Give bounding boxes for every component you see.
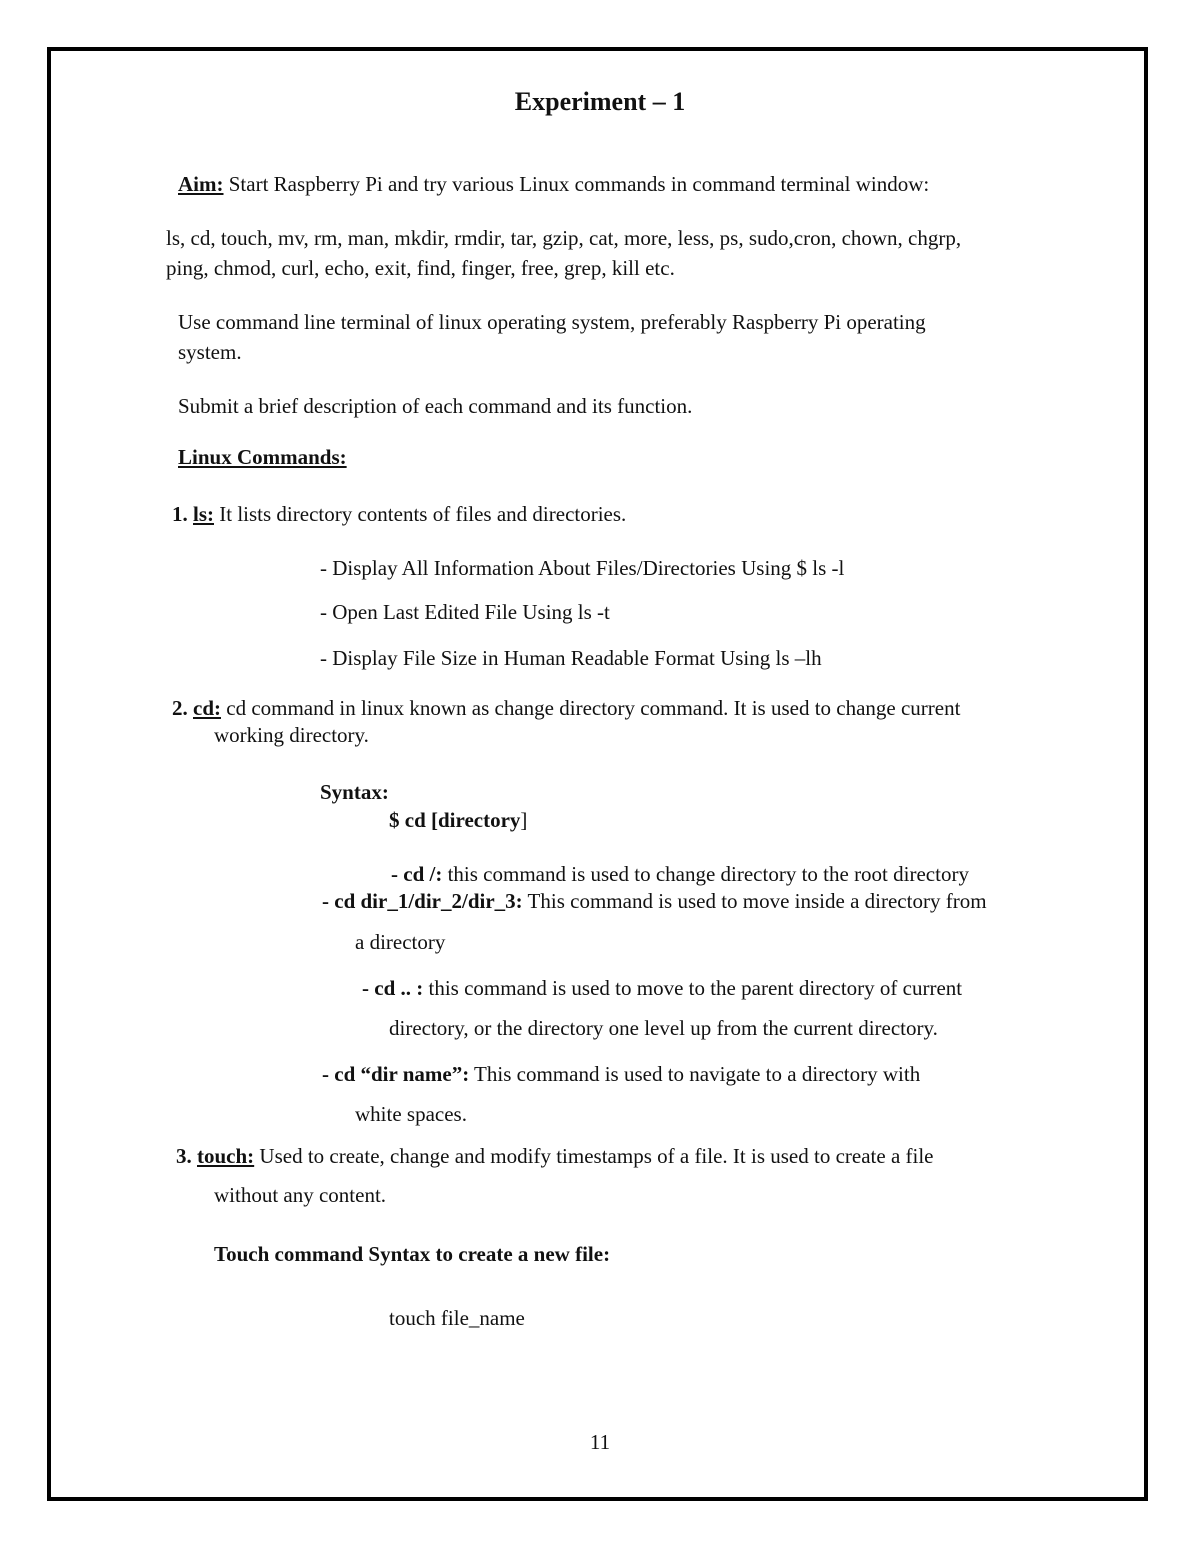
touch-syntax-command: touch file_name: [389, 1306, 525, 1330]
ls-description: It lists directory contents of files and directories.: [214, 502, 627, 526]
page-title: Experiment – 1: [514, 87, 686, 116]
ls-bullet: - Open Last Edited File Using ls -t: [320, 600, 610, 624]
commands-list-line-2: ping, chmod, curl, echo, exit, find, finger, free, grep, kill etc.: [166, 256, 675, 280]
ls-name: ls:: [193, 502, 214, 526]
cd-syntax-text: $ cd [directory: [389, 808, 521, 832]
cd-syntax-label: Syntax:: [320, 780, 389, 804]
touch-description: Used to create, change and modify timestamps of a file. It is used to create a file: [254, 1144, 934, 1168]
ls-number: 1.: [172, 502, 193, 526]
cd-item-command: - cd dir_1/dir_2/dir_3:: [322, 889, 523, 913]
aim-paragraph: [178, 172, 929, 197]
cd-item-nested-cont: a directory: [355, 930, 446, 954]
cd-item-nested: [322, 889, 987, 914]
cd-description: cd command in linux known as change directory command. It is used to change current: [221, 696, 961, 720]
cd-number: 2.: [172, 696, 193, 720]
cd-heading: [172, 696, 960, 721]
cd-item-parent-cont: directory, or the directory one level up from the current directory.: [389, 1016, 938, 1040]
cd-item-text: this command is used to change directory to the root directory: [442, 862, 969, 886]
submit-line: Submit a brief description of each command and its function.: [178, 394, 693, 418]
cd-item-command: - cd “dir name”:: [322, 1062, 470, 1086]
touch-description-cont: without any content.: [214, 1183, 387, 1207]
touch-name: touch:: [197, 1144, 255, 1168]
cd-item-spaces: [322, 1062, 920, 1087]
touch-number: 3.: [176, 1144, 197, 1168]
commands-list-line-1: ls, cd, touch, mv, rm, man, mkdir, rmdir, tar, gzip, cat, more, less, ps, sudo,cron, chown, chgrp,: [166, 226, 962, 250]
touch-syntax-heading: Touch command Syntax to create a new file:: [214, 1242, 611, 1266]
aim-label: Aim:: [178, 172, 224, 196]
cd-item-command: - cd /:: [391, 862, 443, 886]
page-number: 11: [589, 1430, 611, 1454]
cd-description-cont: working directory.: [214, 723, 369, 747]
cd-item-parent: [362, 976, 962, 1001]
use-line-1: Use command line terminal of linux operating system, preferably Raspberry Pi operating: [178, 310, 926, 334]
cd-name: cd:: [193, 696, 221, 720]
cd-item-text: This command is used to navigate to a directory with: [469, 1062, 921, 1086]
cd-syntax-bracket: ]: [520, 808, 528, 832]
cd-item-command: - cd .. :: [362, 976, 424, 1000]
linux-commands-heading: Linux Commands:: [178, 445, 347, 469]
cd-item-text: This command is used to move inside a directory from: [522, 889, 987, 913]
ls-heading: [172, 502, 626, 527]
cd-syntax-command: [389, 808, 527, 833]
cd-item-text: this command is used to move to the parent directory of current: [423, 976, 963, 1000]
aim-text: Start Raspberry Pi and try various Linux commands in command terminal window:: [223, 172, 930, 196]
touch-heading: [176, 1144, 934, 1169]
ls-bullet: - Display File Size in Human Readable Format Using ls –lh: [320, 646, 822, 670]
cd-item-root: [391, 862, 969, 887]
cd-item-spaces-cont: white spaces.: [355, 1102, 467, 1126]
ls-bullet: - Display All Information About Files/Directories Using $ ls -l: [320, 556, 845, 580]
use-line-2: system.: [178, 340, 242, 364]
